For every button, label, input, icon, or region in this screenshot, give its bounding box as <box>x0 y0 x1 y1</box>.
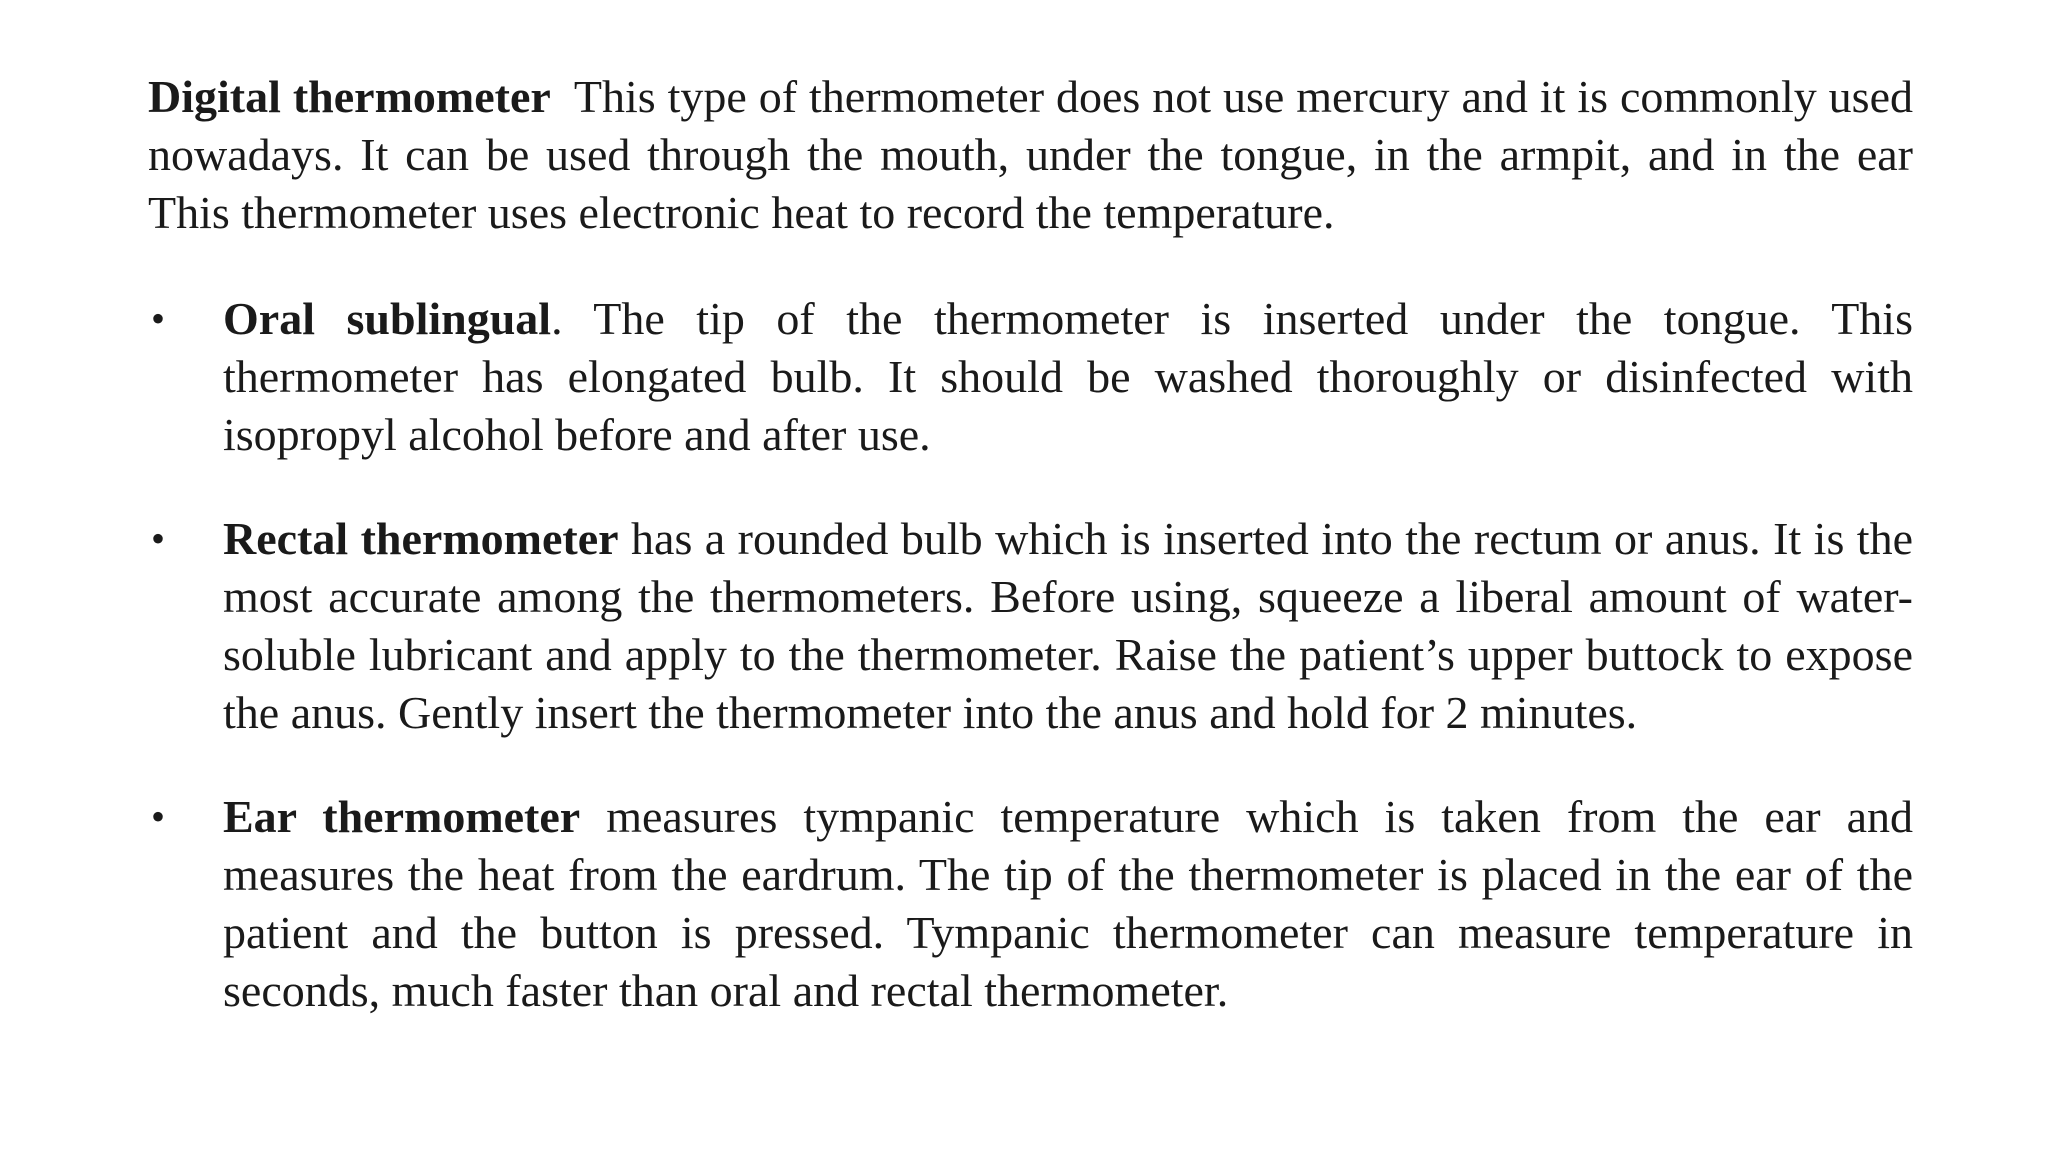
list-item-ear-thermometer <box>148 788 1913 1020</box>
intro-term: Digital thermometer <box>148 71 551 122</box>
list-item-text: measures tympanic temperature which is taken from the ear and measures the heat from the eardrum. The tip of the thermometer is placed in the ear of the patient and the button is pressed. Tympanic thermometer can measure temperature in seconds, much faster than oral and rectal thermometer. <box>223 791 1913 1016</box>
list-item-term: Ear thermometer <box>223 791 581 842</box>
list-item-oral-sublingual <box>148 290 1913 464</box>
list-item-term: Oral sublingual <box>223 293 552 344</box>
bullet-icon: • <box>151 296 166 341</box>
intro-paragraph <box>148 68 1913 242</box>
list-item-term: Rectal thermometer <box>223 513 619 564</box>
list-item-text: . The tip of the thermometer is inserted under the tongue. This thermometer has elongated bulb. It should be washed thoroughly or disinfected with isopropyl alcohol before and after use. <box>223 293 1913 460</box>
bullet-icon: • <box>151 516 166 561</box>
bullet-icon: • <box>151 794 166 839</box>
list-item-text: has a rounded bulb which is inserted into the rectum or anus. It is the most accurate among the thermometers. Before using, squeeze a liberal amount of water-soluble lubricant and apply to the thermometer. Raise the patient’s upper buttock to expose the anus. Gently insert the thermometer into the anus and hold for 2 minutes. <box>223 513 1914 738</box>
intro-text: This type of thermometer does not use mercury and it is commonly used nowadays. It can be used through the mouth, under the tongue, in the armpit, and in the ear This thermometer uses electronic heat to record the temperature. <box>148 71 1913 238</box>
thermometer-type-list <box>148 290 1913 1020</box>
list-item-rectal-thermometer <box>148 510 1913 742</box>
document-page <box>148 68 1913 1066</box>
